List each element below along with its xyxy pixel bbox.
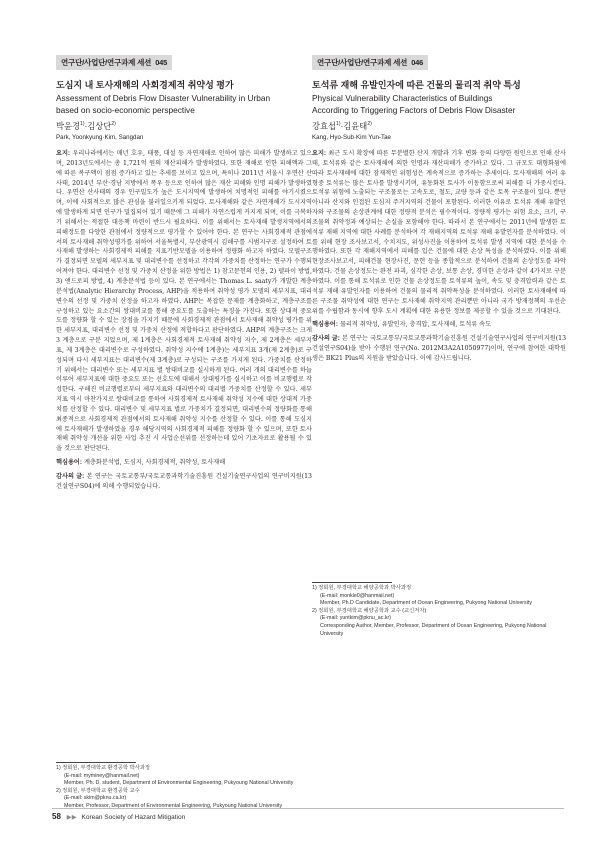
double-arrow-icon: ▶▶	[66, 814, 77, 821]
abstract-label: 요지:	[312, 150, 327, 157]
page-number: 58	[52, 812, 61, 821]
session-label: 연구단/사업단/연구과제 세션	[317, 58, 408, 67]
footnote-1-line-1: 1) 정회원, 부경대학교 해양공학과 박사과정	[312, 585, 412, 591]
title-english-line-1: Physical Vulnerability Characteristics of Buildings	[312, 93, 493, 103]
abstract	[312, 149, 566, 316]
footnote-2-line-2: (E-mail: yuntkim@pknu_ac.kr)	[320, 615, 392, 622]
author-1-mark: 1)	[336, 121, 341, 128]
session-number: 045	[155, 58, 168, 67]
right-article	[312, 50, 566, 364]
page-footer	[52, 812, 185, 821]
session-number: 046	[411, 58, 424, 67]
keywords	[312, 320, 566, 330]
title-english-line-1: Assessment of Debris Flow Disaster Vulnerability in Urban	[56, 93, 271, 103]
author-separator: ·	[340, 121, 344, 131]
footnote-2-line-3: Corresponding Author, Member, Professor, Department of Ocean Engineering, Pukyong National University	[320, 622, 547, 637]
footnote-1-line-1: 1) 정회원, 부경대학교 환경공학 박사과정	[56, 765, 150, 771]
article-title-korean: 토석류 재해 유발인자에 따른 건물의 물리적 취약 특성	[312, 80, 521, 90]
footer-rule	[52, 808, 564, 809]
footnote-1-line-3: Member, Ph.D Candidate, Department of Ocean Engineering, Pukyong National University	[320, 600, 532, 607]
authors-english: Kang, Hyo-Sub·Kim Yun-Tae	[312, 134, 391, 141]
article-title-english	[312, 93, 566, 116]
footnote-1-line-3: Member, Ph. D. student, Department of Environmental Engineering, Pukyoung National University	[64, 780, 294, 787]
authors-korean	[56, 120, 312, 132]
society-name: Korean Society of Hazard Mitigation	[81, 814, 186, 821]
footnote-2-line-1: 2) 정회원, 부경대학교 해양공학과 교수 (교신저자)	[312, 607, 427, 614]
author-2-mark: 2)	[111, 121, 116, 128]
keywords-label: 핵심용어:	[56, 459, 82, 467]
acknowledgement	[312, 334, 566, 364]
session-label: 연구단/사업단/연구과제 세션	[61, 58, 152, 67]
abstract-label: 요지:	[56, 150, 71, 157]
authors-korean	[312, 120, 566, 132]
article-title-english	[56, 93, 312, 116]
left-article	[56, 50, 312, 492]
keywords	[56, 458, 312, 468]
author-1-mark: 1)	[80, 121, 85, 128]
article-title-korean: 도심지 내 토사재해의 사회경제적 취약성 평가	[56, 80, 234, 90]
author-separator: ·	[84, 121, 88, 131]
author-2: 김윤태	[343, 121, 368, 131]
abstract	[56, 149, 312, 454]
keywords-text: 물리적 취약성, 유발인자, 충격압, 토사재해, 토석류 속도	[339, 321, 492, 329]
author-1: 박윤경	[56, 121, 81, 131]
ack-text: 본 연구는 국토교통부/국토교통과학기술진흥원 건설기술연구사업의 연구비지원(13건설연구S04)에 의해 수행되었습니다.	[56, 473, 312, 490]
footnote-rule-left	[56, 762, 136, 763]
author-1: 강효섭	[312, 121, 337, 131]
session-badge-left	[56, 55, 172, 70]
session-badge-right	[312, 55, 428, 70]
ack-text: 본 연구는 국토교통부/국토교통과학기술진흥원 건설기술연구사업의 연구비지원(13건설연구S04)을 받아 수행된 연구(No. 2012M3A2A1050977)이며, 연구에 참여한 대학원생은 BK21 Plus의 지원을 받았습니다. 이에 감사드립니다.	[312, 335, 567, 362]
title-english-line-2: According to Triggering Factors of Debris Flow Disaster	[312, 104, 516, 115]
abstract-text: 우리나라에서는 매년 호우, 태풍, 대설 등 자연재해로 인하여 많은 피해가 발생하고 있으며, 2013년도에서는 총 1,721억 원의 재산피해가 발생하였다. 또한 재해로 인한 피해액과 그에 따른 복구액이 점점 증가하고 있는 추세를 보이고 있으며, 특히나 2011년 서울시 우면산 산사태, 2014년 부산·경남 지방에서 폭우 등으로 인하여 많은 재산 피해와 인명 피해가 발생하였다. 우면산 산사태의 경우 인구밀도가 높은 도시지역에 발생하여 치명적인 피해를 야기시켰으며, 이에 사회적으로 많은 관심을 불러일으키게 되었다. 토사재해와 같은 자연재해가 도시지역에 발생하게 되면 인구가 밀집되어 있기 때문에 그 피해가 자연스럽게 커지게 되며, 이를 극복하기 위해서는 적절한 대응책 마련이 반드시 필요하다. 이를 위해서는 토사재해 발생지역에서의 피해정도를 다양한 관점에서 정량적으로 평가할 수 있어야 한다. 본 연구는 사회경제적 관점에서의 토사재해 취약성평가를 위하여 서울특별시, 부산광역시 김해구를 시범지구로 설정하여 토사재해 발생하는 사회경제적 피해를 지표기반모델을 이용하여 정량화 하고자 하였다. 모델구조가 결정되면 모델의 세부지표 및 대리변수를 선정하고 각각의 가중치를 산정하는 연구가 수행되어져야 한다. 대리변수 선정 및 가중치 산정을 위한 방법은 1) 참고문헌의 인용, 2) 델파이 방법, 3) 앤드로피 방법, 4) 계층분석법 등이 있다. 본 연구에서는 Thomas L. saaty가 개발한 계층분석법(Analytic Hierarchy Process, AHP)을 적용하여 취약성 평가 모델의 세부지표, 대리변수의 선정 및 가중치 산정을 하고자 하였다. AHP는 복잡한 문제를 계층화하고, 계층구조를 구성하고 있는 요소간의 쌍대비교를 통해 중요도를 도출하는 특징을 가진다. 또한 상대적 중요도를 정량화 할 수 있는 장점을 가지기 때문에 사회경제적 관점에서 토사재해 취약성 평가를 위한 세부지표, 대리변수 선정 및 가중치 산정에 적합하다고 판단하였다. AHP의 계층구조는 크게 3 계층으로 구분 지었으며, 제 1계층은 사회경제적 토사재해 취약성 지수, 제 2계층은 세부지표, 제 3계층은 대리변수로 구성하였다. 취약성 지수에 1계층)는 세부지표 3개(제 2계층)로 구성되며 다시 세부지표는 대리변수(제 3계층)로 구성되는 구조를 가지게 된다. 가중치를 산정하기 위해서는 대리변수 또는 세부지표 별 쌍대비교를 실시하게 된다. 여러 개의 대리변수를 하늘 이루어 세부지표에 대한 중요도 또는 선호도에 대해서 상대평가를 실시하고 이를 비교행렬로 작성한다. 구해진 비교행렬로부터 세부지표와 대리변수의 대리별 가중치를 산정할 수 있다. 세부지표 역시 마찬가지로 쌍대비교를 통하여 사회경제적 토사재해 취약성 지수에 대한 상대적 가중치를 산정할 수 있다. 대리변수 및 세부지표 별로 가중치가 결정되면, 대리변수의 정량화를 통해 최종적으로 사회경제적 관점에서의 토사재해 취약성 지수를 산정할 수 있다. 이를 통해 도심지에 토사재해가 발생하였을 경우 해당지역의 사회경제적 피해를 정량화 할 수 있으며, 또한 토사재해 취약성 개선을 위한 사업 추진 시 사업순선위를 선정하는데 있어 기초자료로 활용될 수 있을 것으로 판단된다.	[56, 150, 312, 453]
footnote-1-line-2: (E-mail: myminey@hanmail.net)	[64, 772, 140, 779]
author-2: 김상단	[87, 121, 112, 131]
keywords-text: 계층화분석법, 도심지, 사회경제적, 취약성, 토사재해	[83, 459, 226, 467]
author-2-mark: 2)	[367, 121, 372, 128]
abstract-text: 최근 도시 확장에 따른 무분별한 산지 개발과 기후 변화 등의 다양한 원인으로 인해 산사태, 토석류와 같은 토사재해에 의한 인명과 재산피해가 증가하고 있다. 그 규모도 대형화됨에 따라 토사재해에 대한 잠재적인 위험성은 계속적으로 증가하는 추세이다. 토사재해의 여러 유형중 토석류는 많은 토사를 발생시키며, 유동화된 토사가 이동함으로써 피해를 더 가중시킨다. 토석류 위험에 노출되는 구조물로는 고속도로, 철도, 교량 등과 같은 토목 구조물이 있다. 뿐만 아니라 산지와 인접된 도심지 주거지역의 건물이 포함된다. 이러한 이유로 토석류 재해 유발인자와 구조물의 손상관계에 대한 정량적 분석은 필수적이다. 정량적 평가는 위험 요소, 크기, 구조물의 취약정과 예상되는 손실을 포함해야 한다. 따라서 본 연구에서는 2011년에 발생한 토석류 재해 지역에 대한 사례를 분석하여 각 재해지역의 토석류 재해 유발인자를 분석하였다. 이를 위해 현장 조사보고서, 수치지도, 위성사진을 이용하여 토석류 발생 지역에 대한 분석을 수행하였다. 또한 각 재해지역에서 피해를 입은 건물에 대한 손상 특성을 분석하였다. 이를 위해 현장조사보고서, 피해건물 현장사진, 문헌 등을 종합적으로 분석하여 건물의 손상정도를 파악하였다. 건물 손상정도는 완전 파괴, 심각한 손상, 보통 손상, 경미한 손상과 같이 4가지로 구분하였다. 이를 통해 토석류로 인한 건물 손상정도를 토석류의 높이, 속도 및 충격압력과 같은 토석류 재해 유발인자를 이용하여 건물의 물리적 취약특성을 분석하였다. 이러한 토사재해에 따른 구조물 취약성에 대한 연구는 토사재해 취약지역 관리뿐만 아니라 국가 방재정책의 우선순위를 수립함과 동시에 향후 도시 계획에 대한 유용한 정보를 제공할 수 있을 것으로 기대된다.	[312, 150, 566, 315]
footnote-2-line-3: Member, Professor, Department of Environmental Engineering, Pukyoung National University	[64, 802, 283, 809]
footnote-2-line-1: 2) 정회원, 부경대학교 환경공학 교수	[56, 787, 140, 794]
footnotes-left	[56, 765, 312, 811]
footnote-rule-right	[312, 582, 392, 583]
title-english-line-2: based on socio-economic perspective	[56, 104, 195, 115]
authors-english: Park, Yoonkyung·Kim, Sangdan	[56, 134, 144, 141]
ack-label: 감사의 글:	[312, 335, 340, 343]
acknowledgement	[56, 472, 312, 492]
ack-label: 감사의 글:	[56, 473, 85, 480]
footnotes-right	[312, 585, 566, 638]
footnote-1-line-2: (E-mail: monkle0@hanmail.net)	[320, 592, 395, 599]
footnote-2-line-2: (E-mail: skim@pknu.ca.kr)	[64, 795, 127, 802]
keywords-label: 핵심용어:	[312, 321, 338, 329]
